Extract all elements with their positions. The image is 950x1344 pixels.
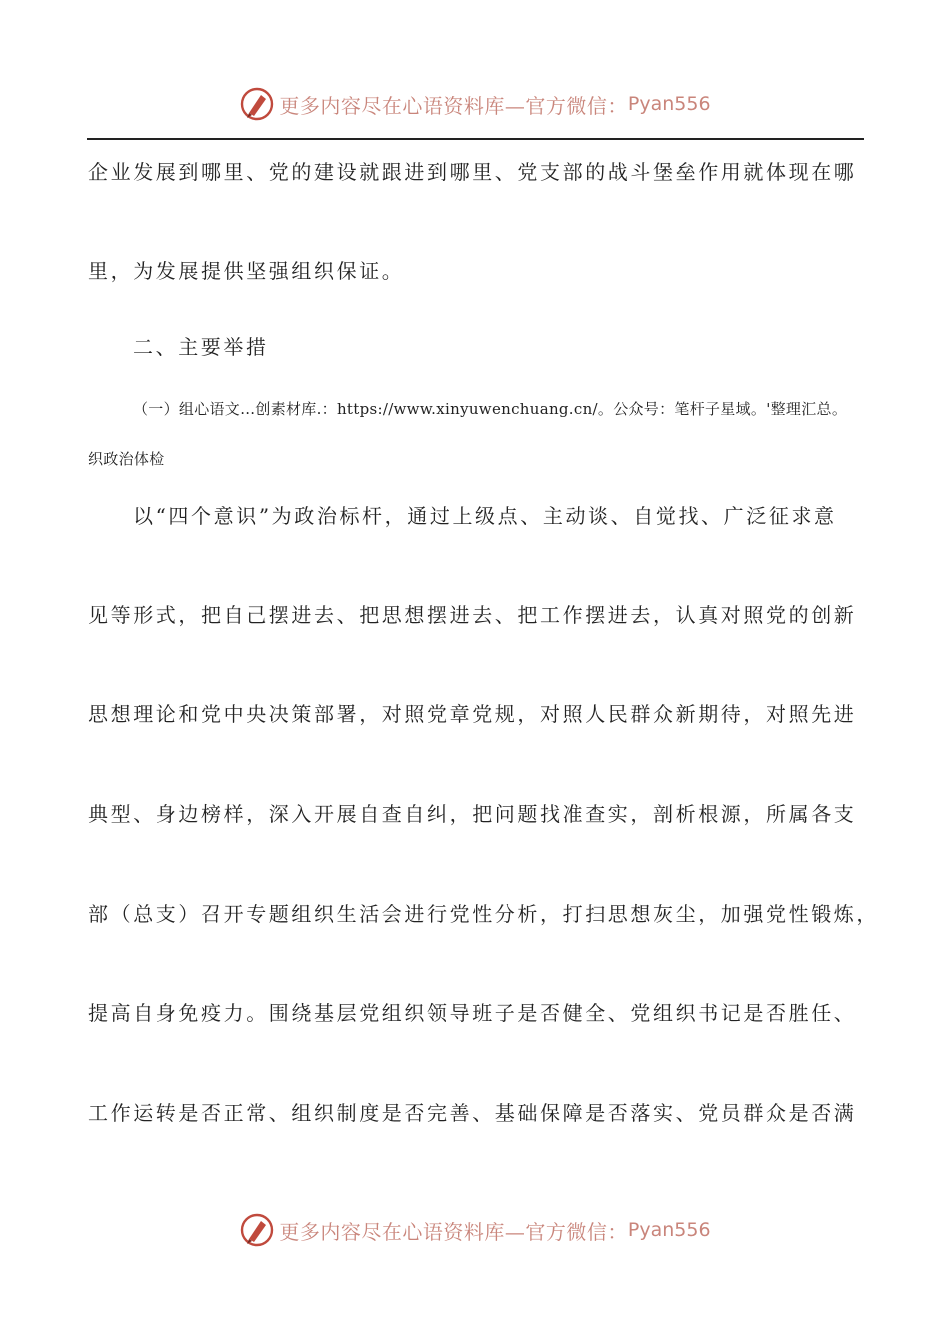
header-rule bbox=[87, 138, 864, 140]
body-line-2: 里，为发展提供坚强组织保证。 bbox=[88, 259, 405, 283]
pen-logo-icon bbox=[239, 86, 275, 122]
body-line-8: 提高自身免疫力。围绕基层党组织领导班子是否健全、党组织书记是否胜任、 bbox=[88, 1001, 857, 1025]
subsection-heading: （一）组心语文…创素材库.：https://www.xinyuwenchuang.cn/。公众号：笔杆子星域。'整理汇总。 bbox=[133, 400, 848, 418]
body-line-1: 企业发展到哪里、党的建设就跟进到哪里、党支部的战斗堡垒作用就体现在哪 bbox=[88, 160, 857, 184]
header-banner-handle: Pyan556 bbox=[627, 93, 711, 115]
footer-banner bbox=[0, 1210, 950, 1250]
body-line-5: 思想理论和党中央决策部署，对照党章党规，对照人民群众新期待，对照先进 bbox=[88, 702, 857, 726]
subsection-heading-continued: 织政治体检 bbox=[88, 450, 165, 468]
footer-banner-handle: Pyan556 bbox=[627, 1219, 711, 1241]
body-line-7: 部（总支）召开专题组织生活会进行党性分析，打扫思想灰尘，加强党性锻炼， bbox=[88, 902, 879, 926]
body-line-9: 工作运转是否正常、组织制度是否完善、基础保障是否落实、党员群众是否满 bbox=[88, 1101, 857, 1125]
body-line-3: 以“四个意识”为政治标杆，通过上级点、主动谈、自觉找、广泛征求意 bbox=[133, 504, 837, 528]
header-banner bbox=[0, 84, 950, 124]
footer-banner-text: 更多内容尽在心语资料库—官方微信： bbox=[279, 1219, 628, 1244]
section-heading: 二、主要举措 bbox=[133, 335, 269, 359]
pen-logo-icon bbox=[239, 1212, 275, 1248]
header-banner-text: 更多内容尽在心语资料库—官方微信： bbox=[279, 93, 628, 118]
body-line-4: 见等形式，把自己摆进去、把思想摆进去、把工作摆进去，认真对照党的创新 bbox=[88, 603, 857, 627]
body-line-6: 典型、身边榜样，深入开展自查自纠，把问题找准查实，剖析根源，所属各支 bbox=[88, 802, 857, 826]
